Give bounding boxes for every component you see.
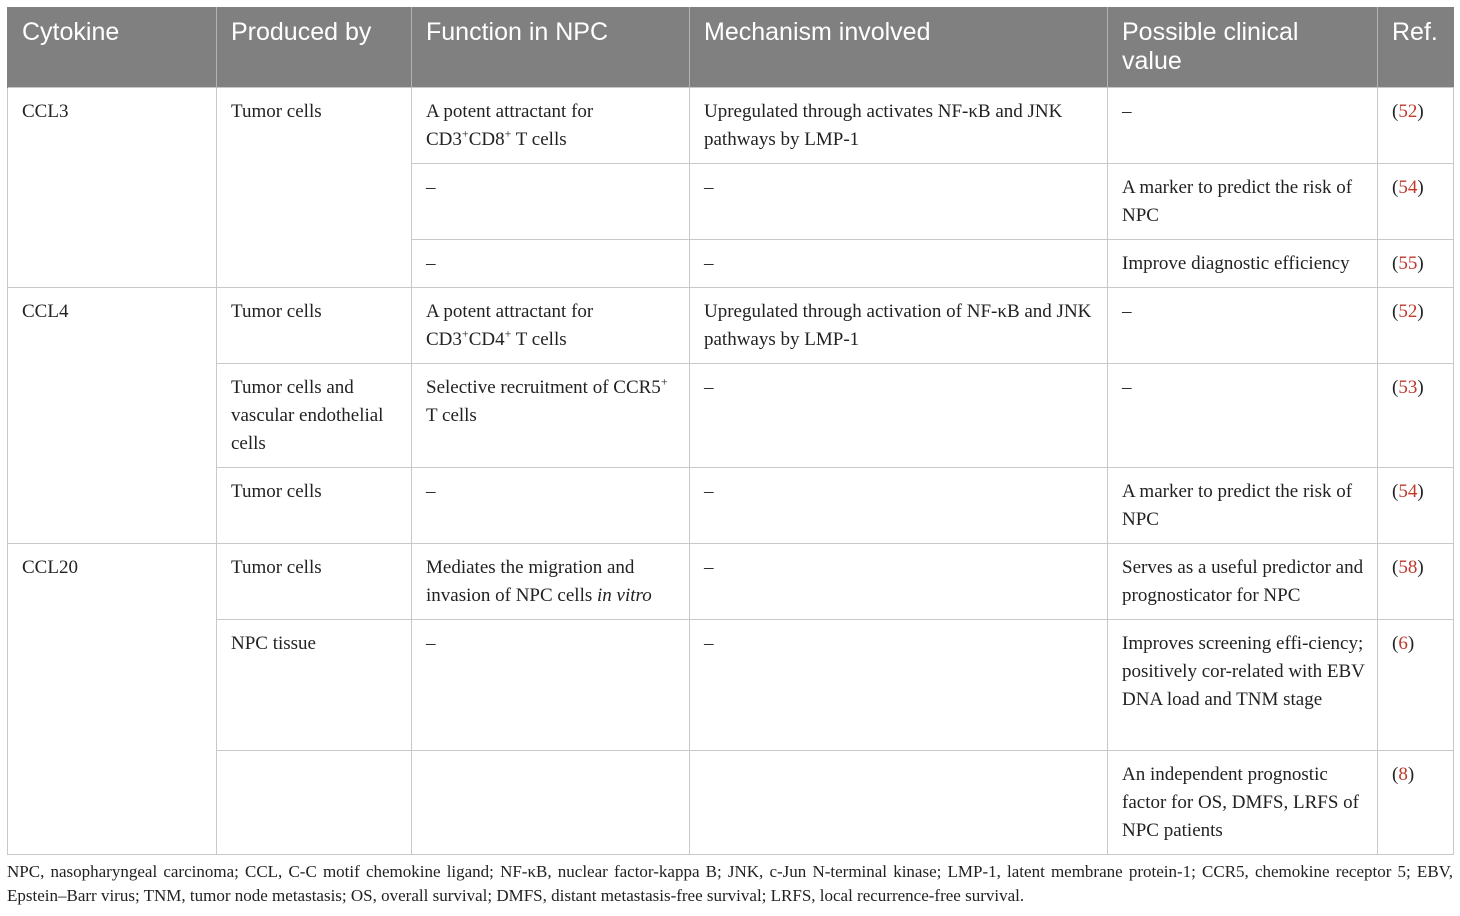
- function-text: T cells: [511, 328, 567, 350]
- produced-by-cell: Tumor cells: [217, 467, 412, 543]
- header-ref: Ref.: [1378, 7, 1454, 87]
- function-text: Selective recruitment of CCR5: [426, 376, 661, 398]
- table-row: [8, 543, 1454, 619]
- table-body: [8, 87, 1454, 854]
- clinical-value-cell: A marker to predict the risk of NPC: [1108, 163, 1378, 239]
- superscript: +: [660, 374, 668, 389]
- clinical-value-cell: –: [1108, 363, 1378, 467]
- mechanism-cell: –: [690, 239, 1108, 287]
- mechanism-cell: –: [690, 619, 1108, 750]
- ref-link[interactable]: 53: [1398, 376, 1418, 398]
- ref-cell: (53): [1378, 363, 1454, 467]
- header-mechanism: Mechanism involved: [690, 7, 1108, 87]
- function-italic-text: in vitro: [597, 584, 652, 606]
- function-cell: [412, 750, 690, 854]
- function-text: CD8: [468, 128, 505, 150]
- function-text: A potent attractant for CD3: [426, 100, 594, 150]
- cytokine-table: [7, 7, 1454, 855]
- cytokine-cell: CCL4: [8, 287, 217, 543]
- table-footnote: NPC, nasopharyngeal carcinoma; CCL, C-C motif chemokine ligand; NF-κB, nuclear factor-kappa B; JNK, c-Jun N-terminal kinase; LMP-1, latent membrane protein-1; CCR5, chemokine receptor 5; EBV, Epstein–Barr virus; TNM, tumor node metastasis; OS, overall survival; DMFS, distant metastasis-free survival; LRFS, local recurrence-free survival.: [7, 862, 1453, 905]
- clinical-value-cell: Improve diagnostic efficiency: [1108, 239, 1378, 287]
- table-row: [8, 87, 1454, 163]
- ref-link[interactable]: 8: [1398, 763, 1408, 785]
- header-clinical-value: Possible clinical value: [1108, 7, 1378, 87]
- header-produced-by: Produced by: [217, 7, 412, 87]
- table-row: [8, 287, 1454, 363]
- function-text: T cells: [426, 404, 477, 426]
- produced-by-cell: Tumor cells: [217, 87, 412, 287]
- table-row: [8, 750, 1454, 854]
- function-cell: –: [412, 619, 690, 750]
- function-text: T cells: [511, 128, 567, 150]
- ref-cell: (52): [1378, 87, 1454, 163]
- table-header: [8, 7, 1454, 87]
- produced-by-cell: Tumor cells and vascular endothelial cells: [217, 363, 412, 467]
- mechanism-cell: –: [690, 163, 1108, 239]
- function-cell: –: [412, 163, 690, 239]
- function-cell: –: [412, 467, 690, 543]
- mechanism-cell: –: [690, 363, 1108, 467]
- clinical-value-cell: A marker to predict the risk of NPC: [1108, 467, 1378, 543]
- function-cell: [412, 87, 690, 163]
- cytokine-cell: CCL20: [8, 543, 217, 854]
- ref-cell: (58): [1378, 543, 1454, 619]
- table-row: [8, 467, 1454, 543]
- produced-by-cell: Tumor cells: [217, 543, 412, 619]
- mechanism-cell: Upregulated through activates NF-κB and JNK pathways by LMP-1: [690, 87, 1108, 163]
- produced-by-cell: NPC tissue: [217, 619, 412, 750]
- ref-cell: (6): [1378, 619, 1454, 750]
- produced-by-cell: [217, 750, 412, 854]
- ref-link[interactable]: 54: [1398, 480, 1418, 502]
- ref-cell: (52): [1378, 287, 1454, 363]
- table-row: [8, 619, 1454, 750]
- clinical-value-cell: –: [1108, 287, 1378, 363]
- superscript: +: [504, 126, 512, 141]
- header-row: [8, 7, 1454, 87]
- clinical-value-cell: Improves screening effi-ciency; positively cor-related with EBV DNA load and TNM stage: [1108, 619, 1378, 750]
- ref-link[interactable]: 52: [1398, 100, 1418, 122]
- cytokine-cell: CCL3: [8, 87, 217, 287]
- superscript: +: [461, 126, 469, 141]
- function-text: A potent attractant for CD3: [426, 300, 594, 350]
- function-cell: [412, 543, 690, 619]
- clinical-value-cell: –: [1108, 87, 1378, 163]
- ref-cell: (54): [1378, 163, 1454, 239]
- ref-cell: (55): [1378, 239, 1454, 287]
- function-text: CD4: [468, 328, 505, 350]
- clinical-value-cell: Serves as a useful predictor and prognosticator for NPC: [1108, 543, 1378, 619]
- mechanism-cell: Upregulated through activation of NF-κB and JNK pathways by LMP-1: [690, 287, 1108, 363]
- mechanism-cell: –: [690, 543, 1108, 619]
- function-cell: –: [412, 239, 690, 287]
- clinical-value-cell: An independent prognostic factor for OS, DMFS, LRFS of NPC patients: [1108, 750, 1378, 854]
- header-function: Function in NPC: [412, 7, 690, 87]
- ref-link[interactable]: 58: [1398, 556, 1418, 578]
- produced-by-cell: Tumor cells: [217, 287, 412, 363]
- superscript: +: [504, 326, 512, 341]
- table-row: [8, 363, 1454, 467]
- ref-cell: (8): [1378, 750, 1454, 854]
- ref-link[interactable]: 6: [1398, 632, 1408, 654]
- ref-link[interactable]: 54: [1398, 176, 1418, 198]
- mechanism-cell: [690, 750, 1108, 854]
- ref-link[interactable]: 55: [1398, 252, 1418, 274]
- function-text: Mediates the migration and invasion of NPC cells: [426, 556, 635, 606]
- function-cell: [412, 287, 690, 363]
- ref-cell: (54): [1378, 467, 1454, 543]
- mechanism-cell: –: [690, 467, 1108, 543]
- ref-link[interactable]: 52: [1398, 300, 1418, 322]
- header-cytokine: Cytokine: [8, 7, 217, 87]
- function-cell: [412, 363, 690, 467]
- superscript: +: [461, 326, 469, 341]
